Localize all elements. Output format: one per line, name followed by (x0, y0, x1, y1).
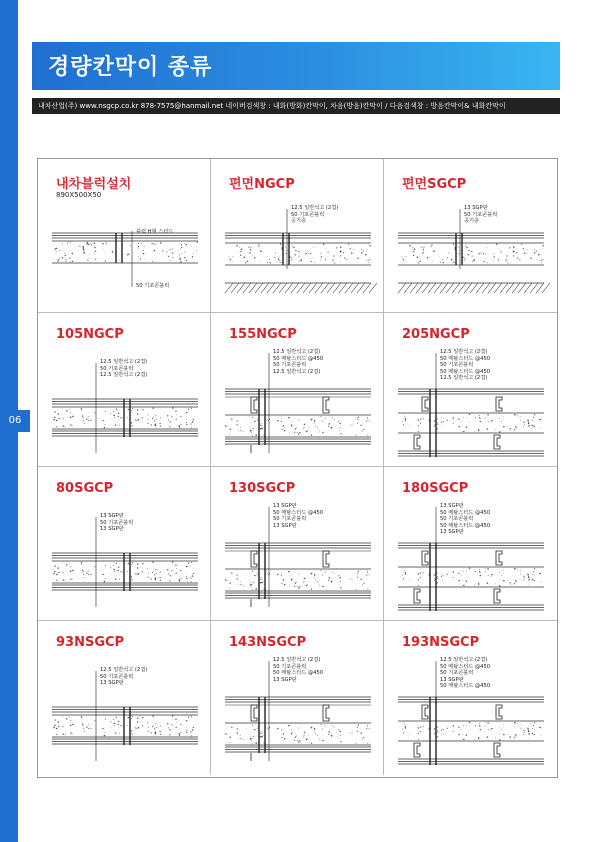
wall-type-title: 편면NGCP (229, 177, 295, 192)
layer-label: 50 메탈스터드 @450 (440, 509, 491, 516)
layer-label: 13 SGP판 (273, 503, 297, 509)
layer-label: 공기층 (291, 218, 307, 225)
layer-label: 50 메탈스터드 @450 (273, 509, 324, 516)
wall-section-diagram (38, 159, 211, 313)
layer-label: 50 기포콘블럭 (273, 516, 307, 523)
wall-type-cell (384, 621, 557, 775)
wall-type-title: 193NSGCP (402, 635, 480, 650)
wall-type-cell (38, 313, 211, 467)
layer-label: 12.5 일반석고 (2겹) (100, 667, 148, 673)
layer-label: 50 기포콘블럭 (464, 211, 498, 218)
layer-label: 12.5 일반석고 (2겹) (273, 657, 321, 663)
layer-label: 13 SGP판 (440, 529, 464, 536)
wall-type-title: 내차블럭설치 (56, 177, 132, 192)
layer-label: 50 기포콘블럭 (440, 516, 474, 523)
wall-type-title: 130SGCP (229, 481, 296, 496)
layer-label: 50 메탈스터드 @450 (440, 368, 491, 375)
layer-label: 13 SGP판 (464, 205, 488, 211)
wall-type-title: 205NGCP (402, 327, 470, 342)
layer-label: 13 SGP판 (273, 522, 297, 529)
title-banner (32, 42, 560, 90)
layer-label: 13 SGP판 (273, 676, 297, 683)
layer-label: 12.5 일반석고 (2겹) (273, 368, 321, 375)
wall-section-diagram (384, 467, 557, 621)
contact-strip: 내차산업(주) www.nsgcp.co.kr 878-7575@hanmail.net 네이버검색창 : 내화(방화)칸막이, 차음(방음)칸막이 / 다음검색창 : 방음칸막이& 내화칸막이 (32, 98, 560, 114)
wall-type-cell (38, 621, 211, 775)
wall-type-cell (38, 467, 211, 621)
wall-type-cell (211, 621, 384, 775)
page-title: 경량칸막이 종류 (48, 55, 213, 80)
wall-type-title: 143NSGCP (229, 635, 307, 650)
wall-type-grid (37, 158, 558, 778)
layer-label: 13 SGP판 (100, 526, 124, 533)
layer-label: 50 메탈스터드 @450 (273, 670, 324, 677)
wall-section-diagram (211, 159, 384, 313)
layer-label: 13 SGP판 (440, 676, 464, 683)
layer-label: 50 기포콘블럭 (273, 663, 307, 670)
layer-label: 50 기포콘블럭 (273, 362, 307, 369)
wall-section-diagram (384, 313, 557, 467)
wall-type-cell (211, 467, 384, 621)
wall-section-diagram (384, 159, 557, 313)
layer-label: 50 기포콘블럭 (291, 211, 325, 218)
layer-label: 50 기포콘블럭 (440, 670, 474, 677)
wall-type-dimensions: 890X500X50 (56, 191, 102, 199)
layer-label: 12.5 일반석고 (2겹) (440, 349, 488, 355)
wall-section-diagram (211, 621, 384, 775)
layer-label: 12.5 일반석고 (2겹) (273, 349, 321, 355)
wall-section-diagram (211, 313, 384, 467)
layer-label: 50 메탈스터드 @450 (273, 355, 324, 362)
layer-label: 12.5 일반석고 (2겹) (100, 372, 148, 379)
page-number: 06 (0, 410, 30, 432)
layer-label: 12.5 일반석고 (2겹) (440, 657, 488, 663)
wall-section-diagram (211, 467, 384, 621)
layer-label: 공기층 (464, 218, 480, 225)
layer-label: 블럭 H형 스터드 (136, 229, 174, 235)
wall-section-diagram (38, 467, 211, 621)
wall-type-cell (211, 159, 384, 313)
layer-label: 50 기포콘블럭 (440, 362, 474, 369)
layer-label: 12.5 일반석고 (2겹) (100, 359, 148, 365)
wall-section-diagram (384, 621, 557, 775)
wall-type-title: 편면SGCP (402, 177, 467, 192)
wall-type-cell (384, 159, 557, 313)
layer-label: 12.5 일반석고 (2겹) (440, 375, 488, 382)
layer-label: 50 메탈스터드 @450 (440, 522, 491, 529)
layer-label: 50 기포콘블럭 (100, 673, 134, 680)
wall-type-cell (38, 159, 211, 313)
layer-label: 13 SGP판 (100, 680, 124, 687)
wall-section-diagram (38, 313, 211, 467)
wall-type-cell (384, 467, 557, 621)
layer-label: 13 SGP판 (440, 503, 464, 509)
wall-section-diagram (38, 621, 211, 775)
layer-label: 12.5 일반석고 (2겹) (291, 205, 339, 211)
layer-label: 50 기포콘블럭 (100, 365, 134, 372)
layer-label: 50 메탈스터드 @450 (440, 355, 491, 362)
layer-label: 50 기포콘블럭 (136, 283, 170, 289)
wall-type-title: 105NGCP (56, 327, 124, 342)
wall-type-title: 180SGCP (402, 481, 469, 496)
wall-type-cell (211, 313, 384, 467)
wall-type-title: 155NGCP (229, 327, 297, 342)
wall-type-title: 80SGCP (56, 481, 114, 496)
wall-type-title: 93NSGCP (56, 635, 125, 650)
layer-label: 50 메탈스터드 @450 (440, 663, 491, 670)
layer-label: 13 SGP판 (100, 513, 124, 519)
wall-type-cell (384, 313, 557, 467)
layer-label: 50 기포콘블럭 (100, 519, 134, 526)
layer-label: 50 메탈스터드 @450 (440, 683, 491, 690)
